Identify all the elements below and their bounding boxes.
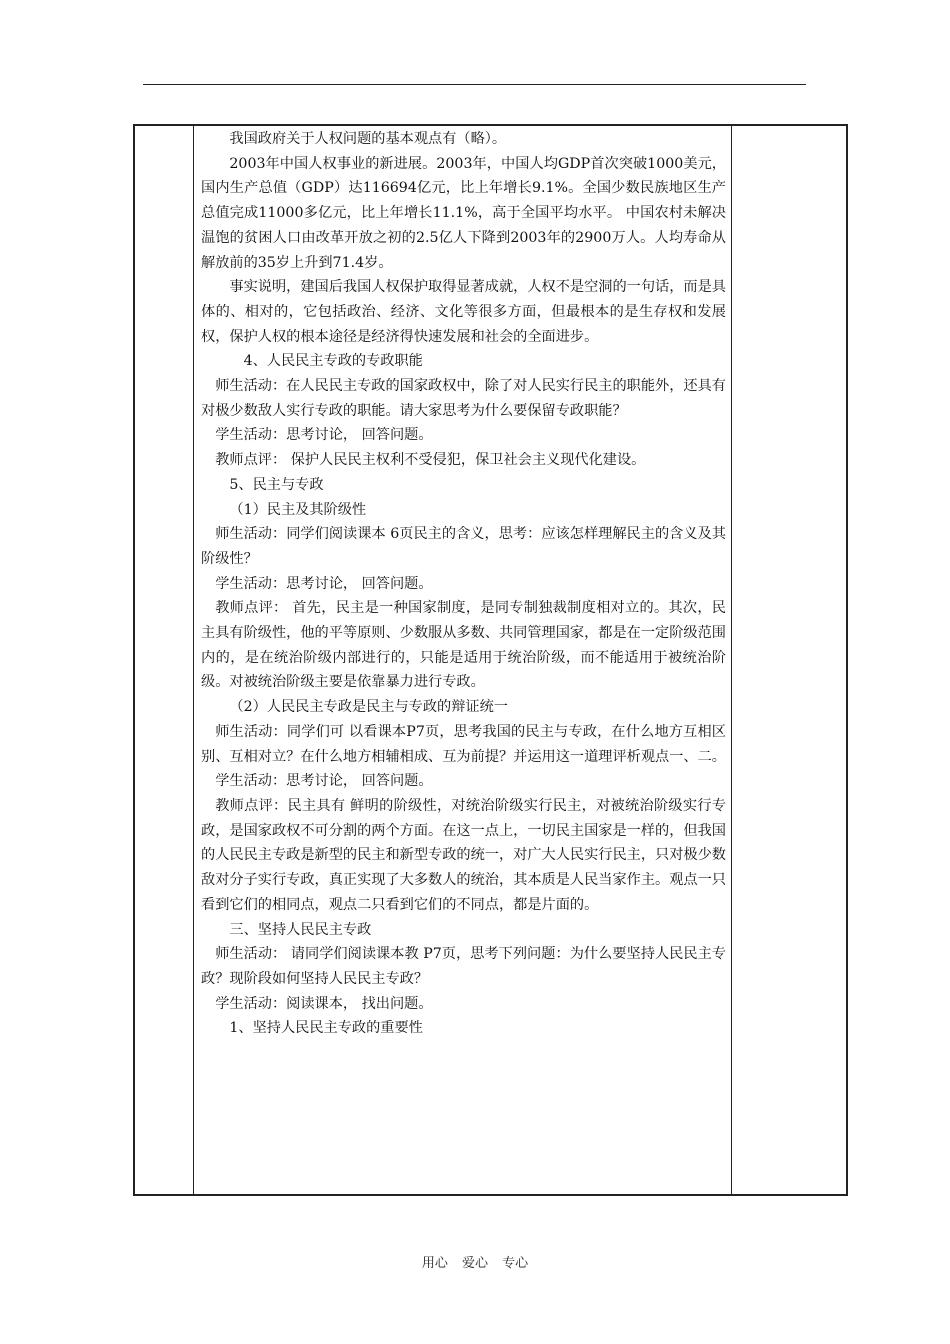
section-heading: 三、坚持人民民主专政 xyxy=(229,921,372,938)
table-column-divider-right xyxy=(731,126,732,1194)
paragraph: 师生活动：同学们可 以看课本P7页，思考我国的民主与专政，在什么地方互相区别、互相对立？在什么地方相辅相成、互为前提？并运用这一道理评析观点一、二。 xyxy=(201,723,726,765)
paragraph: 师生活动：在人民民主专政的国家政权中，除了对人民实行民主的职能外，还具有对极少数敌人实行专政的职能。请大家思考为什么要保留专政职能？ xyxy=(201,378,726,419)
paragraph: 2003年中国人权事业的新进展。2003年，中国人均GDP首次突破1000美元，国内生产总值（GDP）达116694亿元，比上年增长9.1%。全国少数民族地区生产总值完成11000多亿元，比上年增长11.1%，高于全国平均水平。 中国农村未解决温饱的贫困人口由改革开放之初的2.5亿人下降到2003年的2900万人。人均寿命从解放前的35岁上升到71.4岁。 xyxy=(201,155,726,271)
sub-heading: （1）民主及其阶级性 xyxy=(229,501,367,518)
paragraph: 教师点评： 首先，民主是一种国家制度，是同专制独裁制度相对立的。其次，民主具有阶级性，他的平等原则、少数服从多数、共同管理国家，都是在一定阶级范围内的，是在统治阶级内部进行的，只能是适用于统治阶级，而不能适用于被统治阶级。对被统治阶级主要是依靠暴力进行专政。 xyxy=(201,600,726,691)
paragraph: 师生活动： 请同学们阅读课本教 P7页，思考下列问题：为什么要坚持人民民主专政？现阶段如何坚持人民民主专政？ xyxy=(201,946,726,987)
paragraph: 教师点评：民主具有 鲜明的阶级性，对统治阶级实行民主，对被统治阶级实行专政，是国家政权不可分割的两个方面。在这一点上，一切民主国家是一样的，但我国的人民民主专政是新型的民主和新型专政的统一，对广大人民实行民主，只对极少数敌对分子实行专政，真正实现了大多数人的统治，其本质是人民当家作主。观点一只看到它们的相同点，观点二只看到它们的不同点，都是片面的。 xyxy=(201,797,726,913)
paragraph: 学生活动：思考讨论， 回答问题。 xyxy=(215,773,433,790)
section-heading: 5、民主与专政 xyxy=(229,476,324,493)
paragraph: 师生活动：同学们阅读课本 6页民主的含义，思考：应该怎样理解民主的含义及其阶级性？ xyxy=(201,526,726,567)
lesson-content xyxy=(201,127,726,1041)
section-heading: 4、人民民主专政的专政职能 xyxy=(243,353,423,370)
paragraph: 学生活动：阅读课本， 找出问题。 xyxy=(215,995,433,1012)
paragraph: 我国政府关于人权问题的基本观点有（略）。 xyxy=(229,131,507,147)
paragraph: 事实说明，建国后我国人权保护取得显著成就，人权不是空洞的一句话，而是具体的、相对的，它包括政治、经济、文化等很多方面，但最根本的是生存权和发展权，保护人权的根本途径是经济得快速发展和社会的全面进步。 xyxy=(201,279,726,345)
paragraph: 学生活动：思考讨论， 回答问题。 xyxy=(215,427,433,444)
header-rule xyxy=(143,84,806,85)
section-heading: 1、坚持人民民主专政的重要性 xyxy=(229,1020,423,1037)
table-column-divider-left xyxy=(193,126,194,1194)
paragraph: 教师点评： 保护人民民主权利不受侵犯，保卫社会主义现代化建设。 xyxy=(215,452,646,469)
page-footer: 用心 爱心 专心 xyxy=(421,1256,529,1271)
paragraph: 学生活动：思考讨论， 回答问题。 xyxy=(215,575,433,592)
sub-heading: （2）人民民主专政是民主与专政的辩证统一 xyxy=(229,699,508,716)
